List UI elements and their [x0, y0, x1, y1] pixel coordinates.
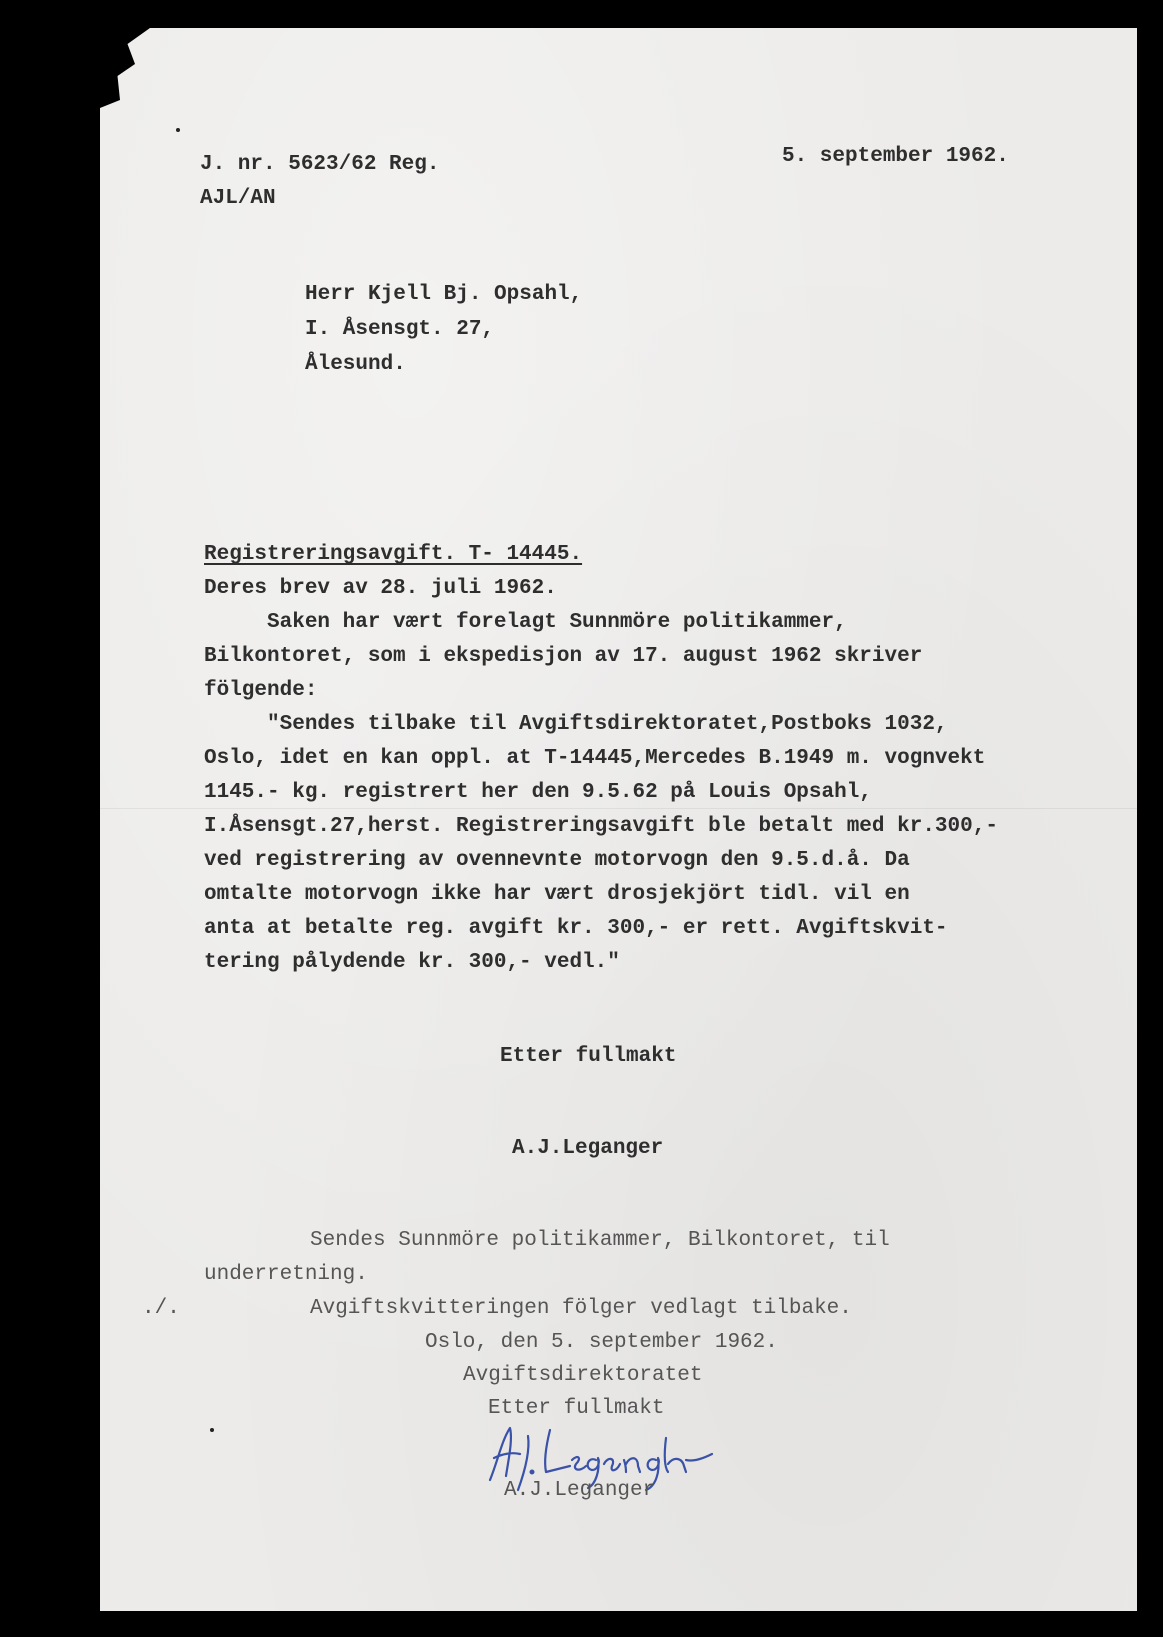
ink-speck [210, 1428, 214, 1432]
body-line: fölgende: [204, 679, 318, 702]
body-line: Oslo, idet en kan oppl. at T-14445,Mercedes B.1949 m. vognvekt [204, 747, 986, 770]
footer-office: Avgiftsdirektoratet [463, 1364, 703, 1387]
recipient-street: I. Åsensgt. 27, [305, 318, 495, 341]
body-line: Bilkontoret, som i ekspedisjon av 17. august 1962 skriver [204, 645, 923, 668]
torn-corner [100, 28, 150, 108]
footer-line-3: Avgiftskvitteringen fölger vedlagt tilbake. [310, 1297, 852, 1320]
body-line: tering pålydende kr. 300,- vedl." [204, 951, 620, 974]
recipient-city: Ålesund. [305, 353, 406, 376]
ink-speck [176, 128, 180, 132]
closing-name: A.J.Leganger [512, 1137, 664, 1160]
body-line: 1145.- kg. registrert her den 9.5.62 på Louis Opsahl, [204, 781, 872, 804]
footer-name: A.J.Leganger [504, 1479, 656, 1502]
footer-line-1: Sendes Sunnmöre politikammer, Bilkontoret, til [310, 1229, 890, 1252]
body-line: ved registrering av ovennevnte motorvogn den 9.5.d.å. Da [204, 849, 910, 872]
footer-place-date: Oslo, den 5. september 1962. [425, 1331, 778, 1354]
body-line: "Sendes tilbake til Avgiftsdirektoratet,Postboks 1032, [204, 713, 948, 736]
closing-authority: Etter fullmakt [500, 1045, 677, 1068]
recipient-name: Herr Kjell Bj. Opsahl, [305, 283, 583, 306]
footer-line-2: underretning. [204, 1263, 368, 1286]
letter-date: 5. september 1962. [782, 145, 1009, 168]
journal-number: J. nr. 5623/62 Reg. [200, 153, 440, 176]
reference-line: Deres brev av 28. juli 1962. [204, 577, 557, 600]
body-line: Saken har vært forelagt Sunnmöre politikammer, [204, 611, 847, 634]
initials: AJL/AN [200, 187, 276, 210]
footer-authority: Etter fullmakt [488, 1397, 665, 1420]
subject-line: Registreringsavgift. T- 14445. [204, 543, 583, 566]
enclosure-mark: ./. [142, 1297, 180, 1320]
body-line: omtalte motorvogn ikke har vært drosjekjört tidl. vil en [204, 883, 910, 906]
document-page [100, 28, 1137, 1611]
body-line: anta at betalte reg. avgift kr. 300,- er rett. Avgiftskvit- [204, 917, 948, 940]
body-line: I.Åsensgt.27,herst. Registreringsavgift ble betalt med kr.300,- [204, 815, 998, 838]
